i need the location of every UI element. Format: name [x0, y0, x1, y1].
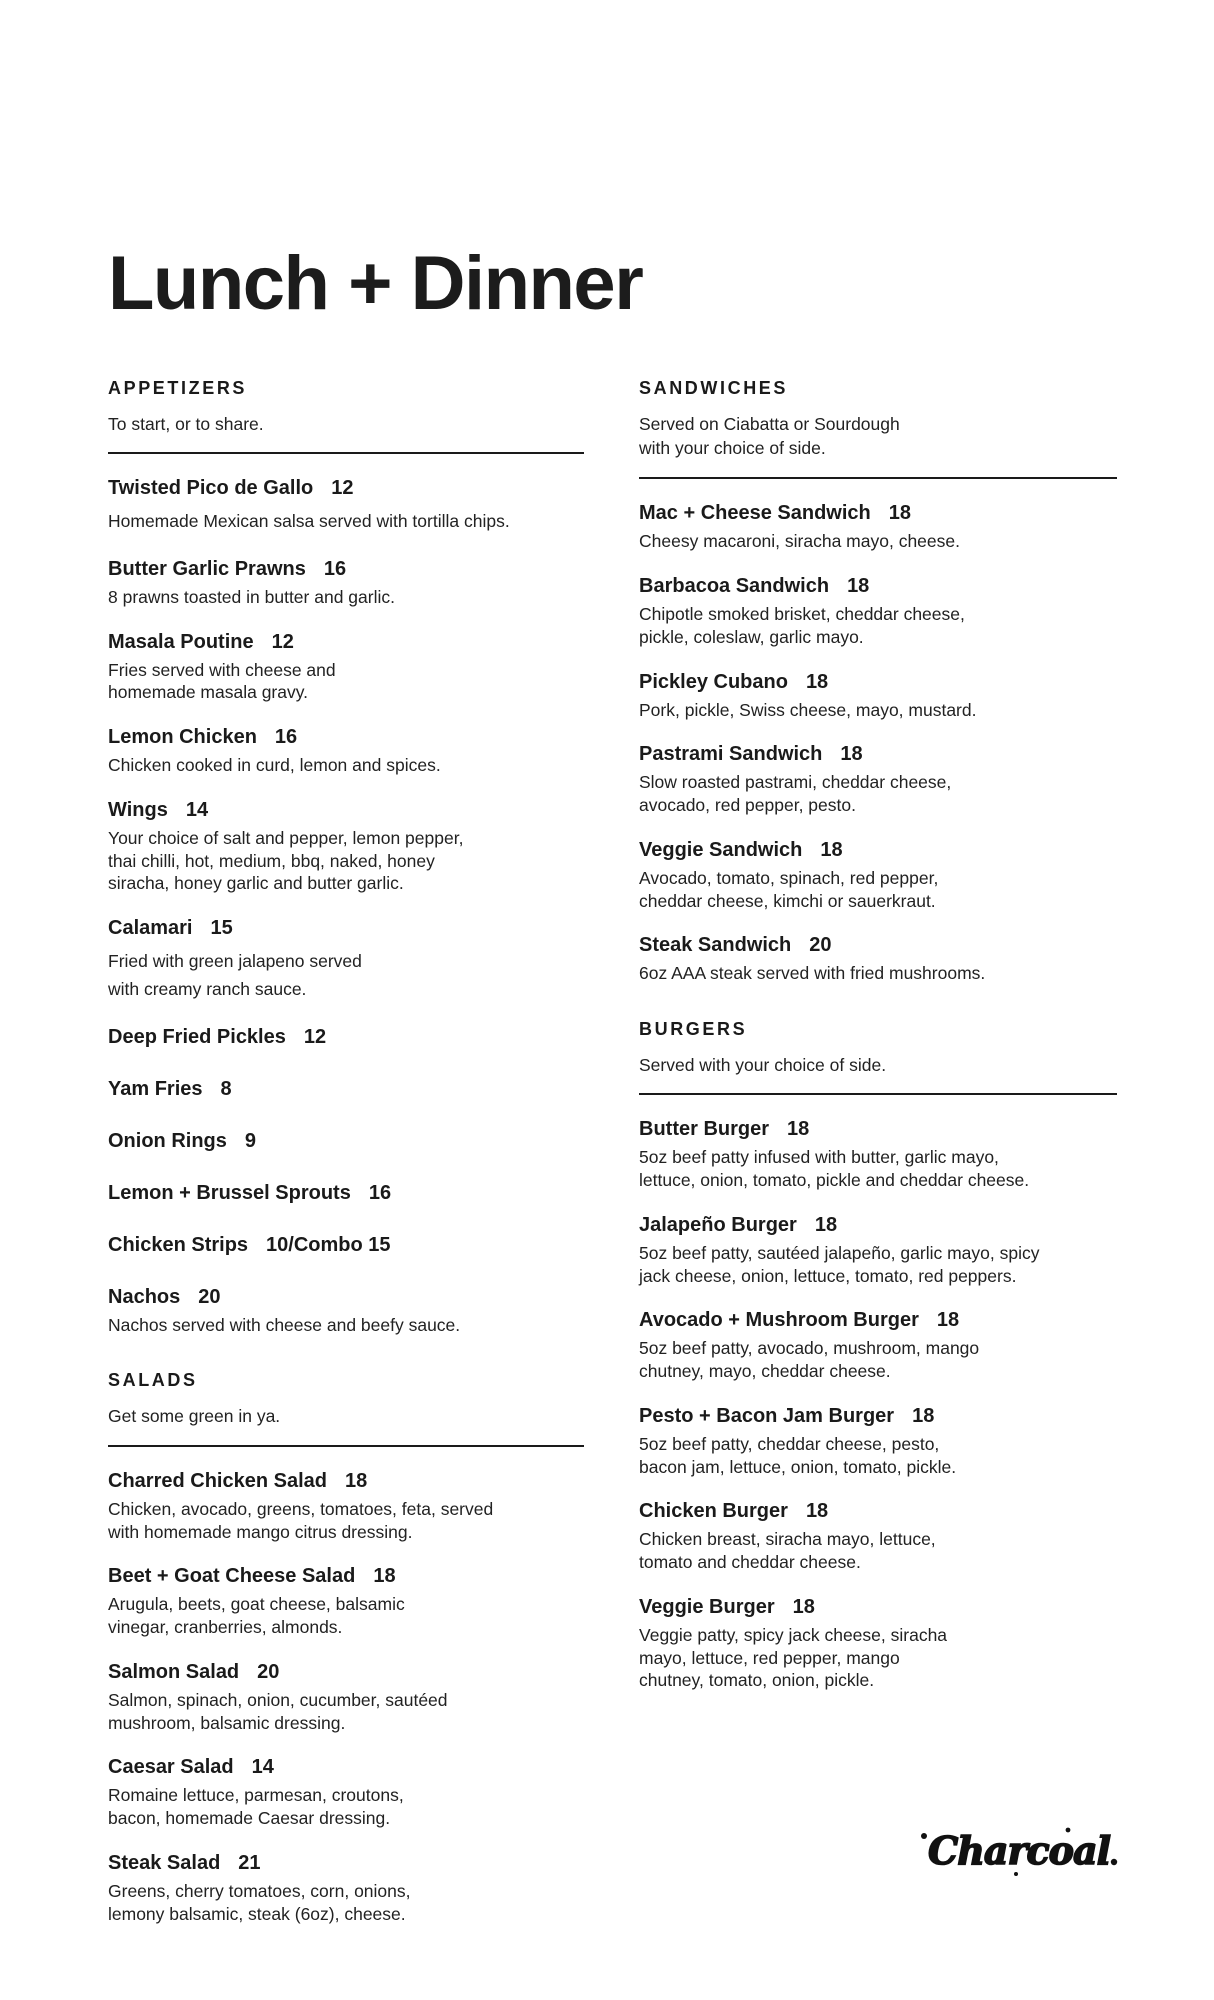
menu-item-price: 18 — [912, 1404, 935, 1427]
menu-item — [108, 1077, 584, 1102]
menu-item-price: 18 — [787, 1118, 810, 1141]
menu-item-title — [639, 1499, 1117, 1524]
menu-item-description: Cheesy macaroni, siracha mayo, cheese. — [639, 531, 960, 552]
menu-item — [108, 1660, 584, 1735]
section-heading: APPETIZERS — [108, 378, 248, 398]
menu-item-price: 18 — [805, 1500, 829, 1523]
menu-item-description: Salmon, spinach, onion, cucumber, sautéed mushroom, balsamic dressing. — [108, 1689, 448, 1733]
menu-item-price: 12 — [271, 630, 294, 653]
menu-item-price: 16 — [323, 557, 347, 580]
menu-item-title — [639, 1213, 1117, 1238]
menu-item-description: Chicken breast, siracha mayo, lettuce, tomato and cheddar cheese. — [639, 1529, 936, 1573]
menu-item — [639, 574, 1117, 649]
menu-item-name: Jalapeño Burger — [639, 1213, 797, 1236]
menu-item — [639, 933, 1117, 985]
section-heading: SALADS — [108, 1370, 198, 1391]
menu-item — [639, 1117, 1117, 1192]
menu-item-name: Mac + Cheese Sandwich — [639, 502, 871, 525]
menu-item-price: 18 — [805, 670, 829, 693]
menu-item-description: 6oz AAA steak served with fried mushrooms. — [639, 963, 986, 984]
menu-item-price: 18 — [840, 743, 863, 766]
menu-item-price: 18 — [820, 838, 843, 861]
menu-item-name: Lemon Chicken — [108, 726, 257, 749]
menu-section-appetizers — [108, 378, 584, 1336]
menu-item — [639, 838, 1117, 913]
menu-item — [639, 1308, 1117, 1383]
section-divider — [108, 1445, 584, 1447]
logo-wordmark: Charcoal — [927, 1828, 1111, 1873]
menu-item-title — [639, 574, 1117, 599]
menu-item-description: Fries served with cheese and homemade masala gravy. — [108, 659, 336, 703]
menu-item-name: Salmon Salad — [108, 1660, 240, 1683]
section-subtitle: To start, or to share. — [108, 413, 264, 434]
menu-item-title — [108, 1851, 584, 1876]
menu-item-title — [639, 1308, 1117, 1333]
menu-item-description: Nachos served with cheese and beefy sauce. — [108, 1314, 461, 1335]
page-title: Lunch + Dinner — [108, 241, 643, 326]
menu-item-price: 12 — [331, 477, 354, 500]
menu-item-title — [108, 1077, 584, 1102]
section-subtitle: Served on Ciabatta or Sourdough with your choice of side. — [639, 413, 900, 459]
menu-item-name: Veggie Sandwich — [639, 838, 803, 861]
section-heading: SANDWICHES — [639, 378, 789, 398]
menu-item — [639, 670, 1117, 722]
menu-item-price: 20 — [809, 934, 832, 957]
menu-item — [108, 798, 584, 895]
menu-item-description: 5oz beef patty infused with butter, garlic mayo, lettuce, onion, tomato, pickle and cheddar cheese. — [639, 1147, 1030, 1191]
menu-item-title — [108, 725, 584, 750]
menu-item — [108, 1025, 584, 1050]
menu-item — [108, 1181, 584, 1206]
menu-item-title — [639, 838, 1117, 863]
menu-item-price: 18 — [814, 1213, 838, 1236]
menu-item-price: 18 — [373, 1565, 396, 1588]
menu-item-price: 18 — [888, 502, 912, 525]
menu-item-name: Butter Garlic Prawns — [108, 557, 306, 580]
menu-item-title — [639, 933, 1117, 958]
menu-section-sandwiches — [639, 378, 1117, 985]
menu-item — [108, 725, 584, 777]
menu-item-name: Lemon + Brussel Sprouts — [108, 1181, 351, 1204]
menu-item — [108, 1469, 584, 1544]
charcoal-logo — [918, 1822, 1120, 1880]
menu-item-description: 5oz beef patty, avocado, mushroom, mango chutney, mayo, cheddar cheese. — [639, 1338, 980, 1382]
menu-item-name: Twisted Pico de Gallo — [108, 477, 314, 500]
menu-item-name: Caesar Salad — [108, 1756, 234, 1779]
menu-item-title — [108, 1755, 584, 1780]
menu-item-description: Arugula, beets, goat cheese, balsamic vinegar, cranberries, almonds. — [108, 1594, 405, 1638]
right-column — [639, 378, 1117, 1726]
left-column — [108, 378, 584, 1959]
menu-item-price: 18 — [847, 575, 870, 598]
menu-item-price: 18 — [792, 1595, 815, 1618]
menu-item — [639, 1499, 1117, 1574]
menu-item-title — [108, 1469, 584, 1494]
menu-item — [639, 1213, 1117, 1288]
menu-item-title — [108, 798, 584, 823]
menu-item-name: Avocado + Mushroom Burger — [639, 1309, 919, 1332]
menu-item-name: Pickley Cubano — [639, 670, 788, 693]
menu-item-name: Steak Sandwich — [639, 934, 792, 957]
menu-item-name: Veggie Burger — [639, 1595, 775, 1618]
menu-item-title — [108, 1025, 584, 1050]
menu-item-description: Chicken, avocado, greens, tomatoes, feta, served with homemade mango citrus dressing. — [108, 1498, 494, 1542]
menu-item-description: Fried with green jalapeno served with creamy ranch sauce. — [108, 951, 362, 1000]
menu-item-price: 8 — [220, 1077, 232, 1100]
menu-item-name: Beet + Goat Cheese Salad — [108, 1565, 356, 1588]
menu-item — [108, 1233, 584, 1258]
menu-item-name: Barbacoa Sandwich — [639, 575, 830, 598]
menu-item-price: 12 — [303, 1025, 327, 1048]
menu-item-description: Chicken cooked in curd, lemon and spices. — [108, 755, 441, 776]
menu-item-name: Yam Fries — [108, 1077, 203, 1100]
menu-item-description: 8 prawns toasted in butter and garlic. — [108, 586, 395, 607]
menu-item-price: 16 — [274, 726, 298, 749]
menu-item-name: Steak Salad — [108, 1851, 221, 1874]
menu-item-price: 16 — [368, 1181, 392, 1204]
menu-item — [108, 1285, 584, 1337]
menu-item — [108, 1755, 584, 1830]
menu-item-title — [108, 1181, 584, 1206]
menu-item-name: Chicken Strips — [108, 1233, 249, 1256]
menu-item-description: Veggie patty, spicy jack cheese, siracha mayo, lettuce, red pepper, mango chutney, tomato, onion, pickle. — [639, 1624, 948, 1691]
menu-item — [639, 742, 1117, 817]
section-subtitle: Served with your choice of side. — [639, 1054, 887, 1075]
menu-item-description: Homemade Mexican salsa served with tortilla chips. — [108, 511, 510, 532]
menu-item — [108, 557, 584, 609]
menu-item-price: 18 — [936, 1309, 960, 1332]
menu-item-price: 18 — [344, 1469, 368, 1492]
menu-item — [639, 1595, 1117, 1692]
menu-item-name: Charred Chicken Salad — [108, 1469, 327, 1492]
menu-item-title — [108, 557, 584, 582]
section-heading: BURGERS — [639, 1019, 748, 1040]
menu-item-name: Butter Burger — [639, 1118, 770, 1141]
menu-item-name: Chicken Burger — [639, 1500, 788, 1523]
menu-item-price: 10/Combo 15 — [266, 1233, 391, 1256]
menu-item-name: Onion Rings — [108, 1129, 227, 1152]
menu-item-title — [108, 916, 584, 941]
menu-item — [108, 1564, 584, 1639]
menu-item-title — [639, 1117, 1117, 1142]
menu-item-description: Avocado, tomato, spinach, red pepper, cheddar cheese, kimchi or sauerkraut. — [639, 867, 939, 911]
section-subtitle: Get some green in ya. — [108, 1406, 281, 1427]
section-divider — [639, 477, 1117, 479]
menu-item-title — [108, 1564, 584, 1589]
menu-item-title — [108, 476, 584, 501]
menu-item-price: 14 — [185, 798, 209, 821]
menu-section-salads — [108, 1370, 584, 1925]
menu-item-description: Your choice of salt and pepper, lemon pepper, thai chilli, hot, medium, bbq, naked, honey siracha, honey garlic and butter garlic. — [108, 827, 464, 894]
menu-item-description: Romaine lettuce, parmesan, croutons, bacon, homemade Caesar dressing. — [108, 1785, 404, 1829]
menu-item-name: Nachos — [108, 1285, 181, 1308]
menu-item-description: Slow roasted pastrami, cheddar cheese, avocado, red pepper, pesto. — [639, 772, 952, 816]
menu-section-burgers — [639, 1019, 1117, 1692]
menu-item-title — [639, 1404, 1117, 1429]
menu-item — [639, 501, 1117, 553]
menu-item-title — [639, 670, 1117, 695]
menu-item-price: 20 — [257, 1660, 280, 1683]
menu-item-price: 9 — [244, 1129, 257, 1152]
menu-item-name: Wings — [108, 798, 168, 821]
menu-item-price: 15 — [210, 917, 233, 940]
menu-item — [108, 1129, 584, 1154]
section-divider — [639, 1093, 1117, 1095]
menu-item-description: 5oz beef patty, sautéed jalapeño, garlic mayo, spicy jack cheese, onion, lettuce, tomato, red peppers. — [639, 1242, 1040, 1286]
menu-item — [108, 476, 584, 535]
menu-item-description: 5oz beef patty, cheddar cheese, pesto, bacon jam, lettuce, onion, tomato, pickle. — [639, 1433, 957, 1477]
menu-item-title — [639, 742, 1117, 767]
menu-item — [108, 630, 584, 705]
menu-item-name: Calamari — [108, 917, 193, 940]
menu-item-name: Masala Poutine — [108, 630, 254, 653]
menu-item-price: 20 — [198, 1285, 221, 1308]
section-divider — [108, 452, 584, 454]
menu-item-title — [639, 1595, 1117, 1620]
menu-item-title — [639, 501, 1117, 526]
menu-item-price: 21 — [238, 1851, 261, 1874]
menu-item-description: Greens, cherry tomatoes, corn, onions, lemony balsamic, steak (6oz), cheese. — [108, 1880, 411, 1924]
menu-item — [639, 1404, 1117, 1479]
menu-item-name: Deep Fried Pickles — [108, 1025, 286, 1048]
menu-item-title — [108, 1660, 584, 1685]
menu-item-title — [108, 1129, 584, 1154]
menu-item-name: Pastrami Sandwich — [639, 743, 823, 766]
menu-item-price: 14 — [251, 1756, 274, 1779]
menu-item-title — [108, 630, 584, 655]
menu-item-name: Pesto + Bacon Jam Burger — [639, 1404, 895, 1427]
menu-item — [108, 916, 584, 1004]
menu-item — [108, 1851, 584, 1926]
menu-item-title — [108, 1233, 584, 1258]
menu-item-description: Chipotle smoked brisket, cheddar cheese, pickle, coleslaw, garlic mayo. — [639, 604, 965, 647]
menu-item-title — [108, 1285, 584, 1310]
menu-item-description: Pork, pickle, Swiss cheese, mayo, mustard. — [639, 699, 977, 720]
